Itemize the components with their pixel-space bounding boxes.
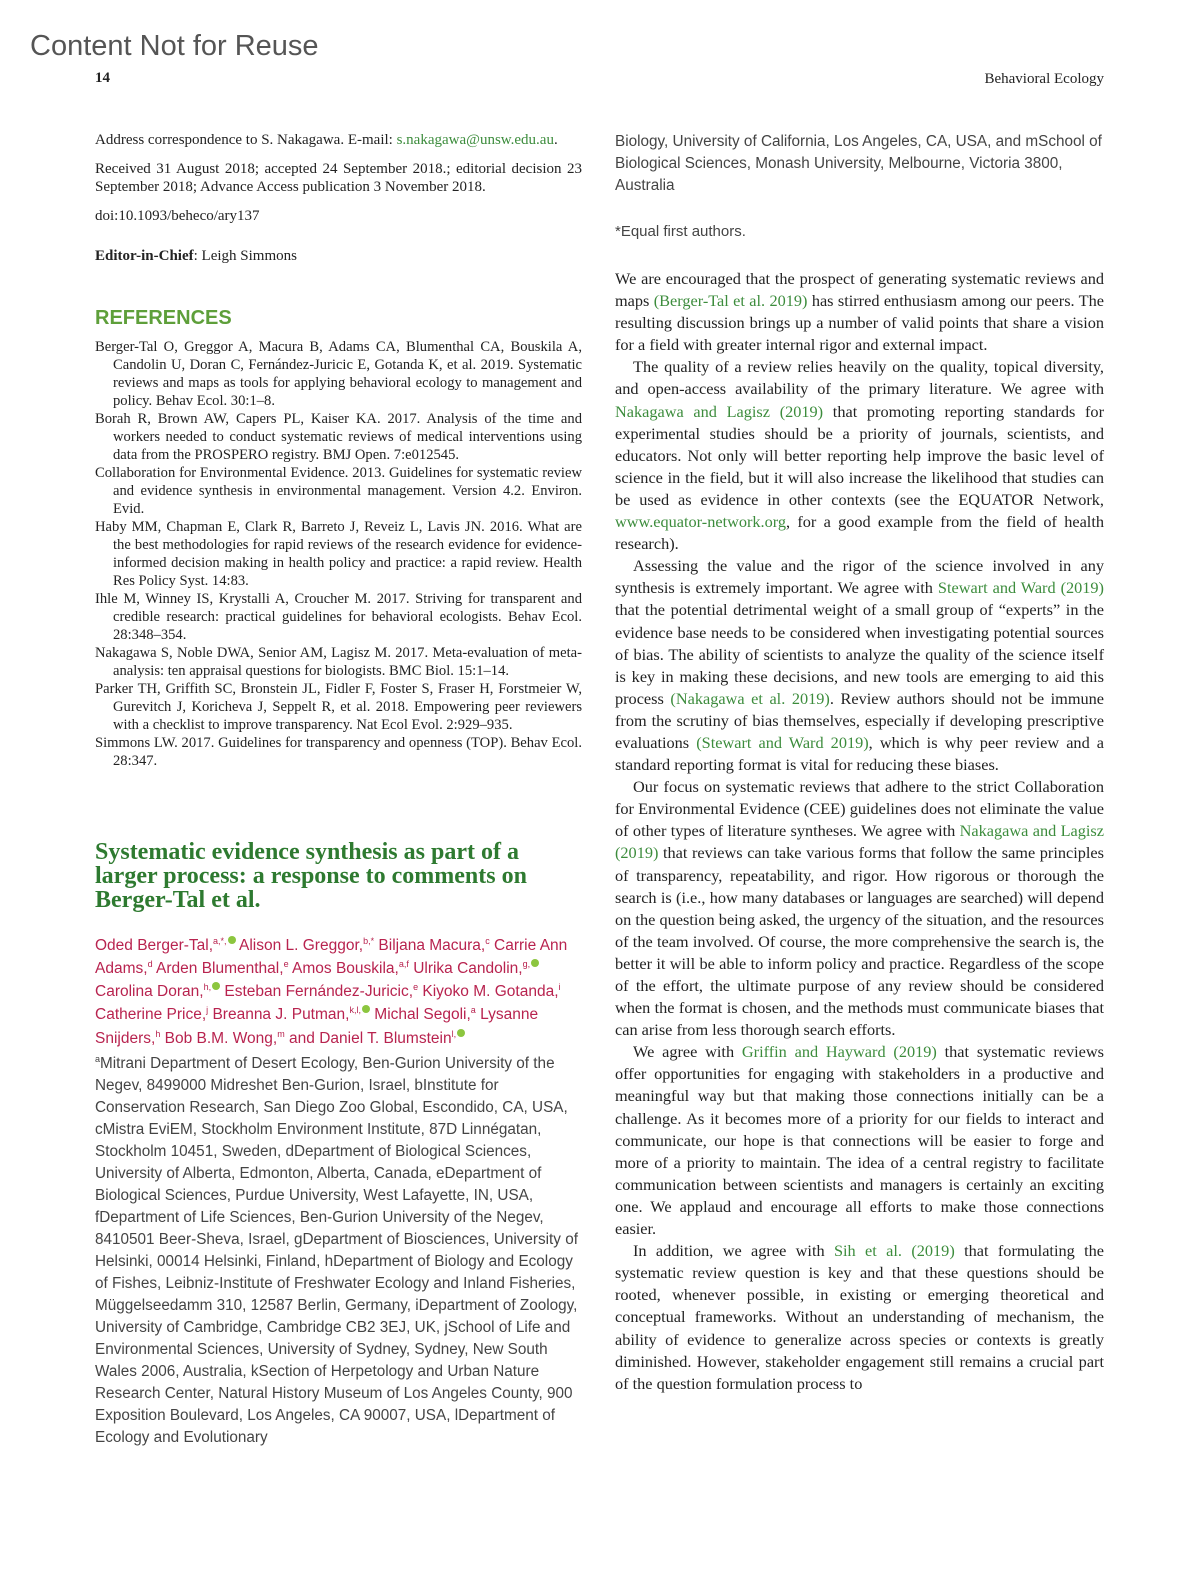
right-column <box>615 131 1104 1395</box>
received-dates: Received 31 August 2018; accepted 24 September 2018.; editorial decision 23 September 2018; Advance Access publication 3 November 2018. <box>95 161 582 195</box>
reference-text: Parker TH, Griffith SC, Bronstein JL, Fidler F, Foster S, Fraser H, Forstmeier W, Gurevitch J, Koricheva J, Seppelt R, et al. 2018. Empowering peer reviewers with a checklist to improve transparency. Nat Ecol Evol. 2:929–935. <box>95 681 582 733</box>
affiliations-text: Mitrani Department of Desert Ecology, Ben-Gurion University of the Negev, 8499000 Midreshet Ben-Gurion, Israel, bInstitute for Conservation Research, San Diego Zoo Global, Escondido, CA, USA, cMistra EviEM, Stockholm Environment Institute, 87D Linnégatan, Stockholm 10451, Sweden, dDepartment of Biological Sciences, University of Alberta, Edmonton, Alberta, Canada, eDepartment of Biological Sciences, Purdue University, West Lafayette, IN, USA, fDepartment of Life Sciences, Ben-Gurion University of the Negev, 8410501 Beer-Sheva, Israel, gDepartment of Biosciences, University of Helsinki, 00014 Helsinki, Finland, hDepartment of Biology and Ecology of Fishes, Leibniz-Institute of Freshwater Ecology and Inland Fisheries, Müggelseedamm 310, 12587 Berlin, Germany, iDepartment of Zoology, University of Cambridge, Cambridge CB2 3EJ, UK, jSchool of Life and Environmental Sciences, University of Sydney, Sydney, New South Wales 2006, Australia, kSection of Herpetology and Urban Nature Research Center, Natural History Museum of Los Angeles County, 900 Exposition Boulevard, Los Angeles, CA 90007, USA, lDepartment of Ecology and Evolutionary <box>95 1054 578 1446</box>
paragraph-text: , for a good example from the field of health research). <box>615 512 1104 554</box>
reference-list <box>95 338 582 770</box>
paragraph-text: , which is why peer review and a standard reporting format is vital for reducing these biases. <box>615 732 1105 775</box>
citation-link[interactable]: (Stewart and Ward 2019) <box>696 732 869 752</box>
author-name[interactable]: Arden Blumenthal, <box>156 960 284 978</box>
author-name[interactable]: Carrie Ann Adams, <box>95 937 568 978</box>
paragraph-text: that formulating the systematic review question is key and that these questions should be rooted, whenever possible, in existing or emerging theoretical and conceptual frameworks. Without an understanding of mechanism, the ability of evidence to generalize across species or contexts is greatly diminished. However, stakeholder engagement still remains a crucial part of the question formulation process to <box>615 1241 1105 1393</box>
orcid-icon[interactable] <box>531 959 539 967</box>
reference-item <box>95 734 582 770</box>
author-affiliation-marker: e <box>283 959 289 970</box>
reference-item <box>95 410 582 464</box>
body-paragraph <box>615 555 1104 776</box>
citation-link[interactable]: (Berger-Tal et al. 2019) <box>653 291 808 311</box>
paragraph-text: Assessing the value and the rigor of the science involved in any synthesis is extremely important. We agree with <box>615 556 1104 598</box>
author-affiliation-marker: l, <box>451 1028 457 1039</box>
punct: . <box>553 132 558 148</box>
author-name[interactable]: Carolina Doran, <box>95 983 204 1001</box>
correspondence-text: Address correspondence to S. Nakagawa. E-mail: <box>95 132 397 148</box>
reference-text: Collaboration for Environmental Evidence. 2013. Guidelines for systematic review and evidence synthesis in environmental management. Version 4.2. Environ. Evid. <box>95 465 582 517</box>
editor-name: : Leigh Simmons <box>193 248 297 264</box>
references-heading: REFERENCES <box>95 307 232 329</box>
reference-text: Berger-Tal O, Greggor A, Macura B, Adams CA, Blumenthal CA, Bouskila A, Candolin U, Doran C, Fernández-Juricic E, Gotanda K, et al. 2019. Systematic reviews and maps as tools for applying behavioral ecology to management and policy. Behav Ecol. 30:1–8. <box>95 339 582 409</box>
citation-link[interactable]: Stewart and Ward (2019) <box>937 578 1104 598</box>
author-affiliation-marker: g, <box>522 959 531 970</box>
reference-item <box>95 644 582 680</box>
reference-item <box>95 518 582 590</box>
reference-text: Simmons LW. 2017. Guidelines for transparency and openness (TOP). Behav Ecol. 28:347. <box>95 735 582 769</box>
author-affiliation-marker: a,f <box>398 959 409 970</box>
paragraph-text: We agree with <box>633 1042 742 1062</box>
citation-link[interactable]: Sih et al. (2019) <box>833 1241 955 1261</box>
citation-link[interactable]: Griffin and Hayward (2019) <box>741 1042 937 1062</box>
affiliations-continued: Biology, University of California, Los Angeles, CA, USA, and mSchool of Biological Sciences, Monash University, Melbourne, Victoria 3800, Australia <box>615 133 1102 194</box>
doi: doi:10.1093/beheco/ary137 <box>95 208 260 224</box>
author-name[interactable]: Biljana Macura, <box>378 937 486 955</box>
article-body <box>615 268 1104 1395</box>
editor-line <box>95 247 582 265</box>
citation-link[interactable]: Nakagawa and Lagisz (2019) <box>615 401 824 421</box>
author-affiliation-marker: e <box>413 982 419 993</box>
author-name[interactable]: Amos Bouskila, <box>292 960 399 978</box>
author-affiliation-marker: a <box>470 1005 476 1016</box>
reference-item <box>95 338 582 410</box>
left-column <box>95 131 582 1449</box>
equal-authors-footnote: *Equal first authors. <box>615 223 746 240</box>
journal-name: Behavioral Ecology <box>984 71 1104 87</box>
orcid-icon[interactable] <box>457 1029 465 1037</box>
citation-link[interactable]: Nakagawa and Lagisz (2019) <box>615 821 1104 863</box>
reference-text: Ihle M, Winney IS, Krystalli A, Croucher M. 2017. Striving for transparent and credible research: practical guidelines for behavioral ecologists. Behav Ecol. 28:348–354. <box>95 591 582 643</box>
affiliations <box>95 1048 582 1449</box>
correspondence <box>95 131 582 149</box>
orcid-icon[interactable] <box>228 936 236 944</box>
orcid-icon[interactable] <box>362 1005 370 1013</box>
paragraph-text: that systematic reviews offer opportunities for engaging with stakeholders in a productive and meaningful way but that making those connections initially can be a challenge. As it becomes more of a priority for our fields to interact and communicate, our hope is that connections will be easier to forge and more of a priority to maintain. The idea of a central registry to facilitate communication between scientists and managers is certainly an exciting one. We applaud and encourage all efforts to make those connections easier. <box>615 1042 1104 1239</box>
email-link[interactable]: s.nakagawa@unsw.edu.au <box>396 132 554 148</box>
reference-text: Borah R, Brown AW, Capers PL, Kaiser KA. 2017. Analysis of the time and workers needed to conduct systematic reviews of medical interventions using data from the PROSPERO registry. BMJ Open. 7:e012545. <box>95 411 582 463</box>
author-name[interactable]: Oded Berger-Tal, <box>95 937 214 955</box>
author-affiliation-marker: d <box>147 959 153 970</box>
reference-item <box>95 464 582 518</box>
author-name[interactable]: Lysanne Snijders, <box>95 1006 539 1047</box>
citation-link[interactable]: (Nakagawa et al. 2019) <box>670 688 830 708</box>
author-affiliation-marker: h, <box>203 982 212 993</box>
author-name[interactable]: Alison L. Greggor, <box>239 937 364 955</box>
affiliation-marker: a <box>95 1053 101 1064</box>
paragraph-text: Our focus on systematic reviews that adhere to the strict Collaboration for Environmental Evidence (CEE) guidelines does not eliminate the value of other types of literature syntheses. We agree with <box>615 777 1104 841</box>
body-paragraph <box>615 1041 1104 1240</box>
body-paragraph <box>615 356 1104 555</box>
paragraph-text: In addition, we agree with <box>633 1241 834 1261</box>
paragraph-text: The quality of a review relies heavily on the quality, topical diversity, and open-access availability of the primary literature. We agree with <box>615 357 1104 399</box>
author-name[interactable]: Catherine Price, <box>95 1006 207 1024</box>
author-affiliation-marker: i <box>558 982 561 993</box>
body-paragraph <box>615 268 1104 356</box>
orcid-icon[interactable] <box>212 982 220 990</box>
author-name[interactable]: Breanna J. Putman, <box>212 1006 350 1024</box>
author-list <box>95 932 582 1048</box>
author-affiliation-marker: b,* <box>363 936 375 946</box>
article-title: Systematic evidence synthesis as part of a larger process: a response to comments on Berger-Tal et al. <box>95 839 527 913</box>
paragraph-text: . Review authors should not be immune from the scrutiny of bias themselves, especially if developing prescriptive evaluations <box>615 688 1105 752</box>
citation-link[interactable]: www.equator-network.org <box>615 512 787 532</box>
author-name[interactable]: Ulrika Candolin, <box>413 960 523 978</box>
editor-label: Editor-in-Chief <box>95 248 194 264</box>
paragraph-text: that the potential detrimental weight of a small group of “experts” in the evidence base needs to be considered when investigating potential sources of bias. The ability of scientists to analyze the quality of the science itself is key in making these decisions, and new tools are emerging to aid this process <box>615 600 1104 708</box>
paragraph-text: that promoting reporting standards for experimental studies should be a priority of journals, scientists, and educators. Not only will better reporting help improve the basic level of science in the field, but it will also increase the likelihood that studies can be used as evidence in other contexts (see the EQUATOR Network, <box>615 401 1104 509</box>
paragraph-text: We are encouraged that the prospect of generating systematic reviews and maps <box>615 269 1104 311</box>
author-affiliation-marker: k,l, <box>349 1005 361 1016</box>
author-name[interactable]: and Daniel T. Blumstein <box>289 1029 452 1047</box>
author-name[interactable]: Esteban Fernández-Juricic, <box>224 983 414 1001</box>
body-paragraph <box>615 1240 1104 1395</box>
author-affiliation-marker: h <box>155 1028 161 1039</box>
author-name[interactable]: Bob B.M. Wong, <box>164 1029 278 1047</box>
author-name[interactable]: Kiyoko M. Gotanda, <box>422 983 559 1001</box>
reference-item <box>95 590 582 644</box>
paragraph-text: has stirred enthusiasm among our peers. The resulting discussion brings up a number of valid points that share a vision for a field with greater internal rigor and external impact. <box>615 291 1104 355</box>
author-name[interactable]: Michal Segoli, <box>374 1006 471 1024</box>
reference-text: Nakagawa S, Noble DWA, Senior AM, Lagisz M. 2017. Meta-evaluation of meta-analysis: ten appraisal questions for biologists. BMC Biol. 15:1–14. <box>95 645 582 679</box>
author-affiliation-marker: j <box>206 1005 209 1016</box>
paragraph-text: that reviews can take various forms that follow the same principles of transparency, repeatability, and rigor. How rigorous or thorough the search is (i.e., how many databases or languages are searched) will depend on the question being asked, the urgency of the situation, and the resources of the team involved. Of course, the more comprehensive the search is, the better it will be able to inform policy and practice. Regardless of the scope of the effort, the ultimate purpose of any review should be considered when the format is chosen, and the methods must communicate biases that can arise from less thorough search efforts. <box>615 843 1104 1040</box>
author-affiliation-marker: m <box>277 1028 285 1039</box>
reference-text: Haby MM, Chapman E, Clark R, Barreto J, Reveiz L, Lavis JN. 2016. What are the best methodologies for rapid reviews of the research evidence for evidence-informed decision making in health policy and practice: a rapid review. Health Res Policy Syst. 14:83. <box>95 519 582 589</box>
author-affiliation-marker: a,*, <box>213 936 227 946</box>
reference-item <box>95 680 582 734</box>
body-paragraph <box>615 776 1104 1041</box>
author-affiliation-marker: c <box>485 936 490 946</box>
watermark: Content Not for Reuse <box>30 30 319 62</box>
page-number: 14 <box>95 70 110 86</box>
